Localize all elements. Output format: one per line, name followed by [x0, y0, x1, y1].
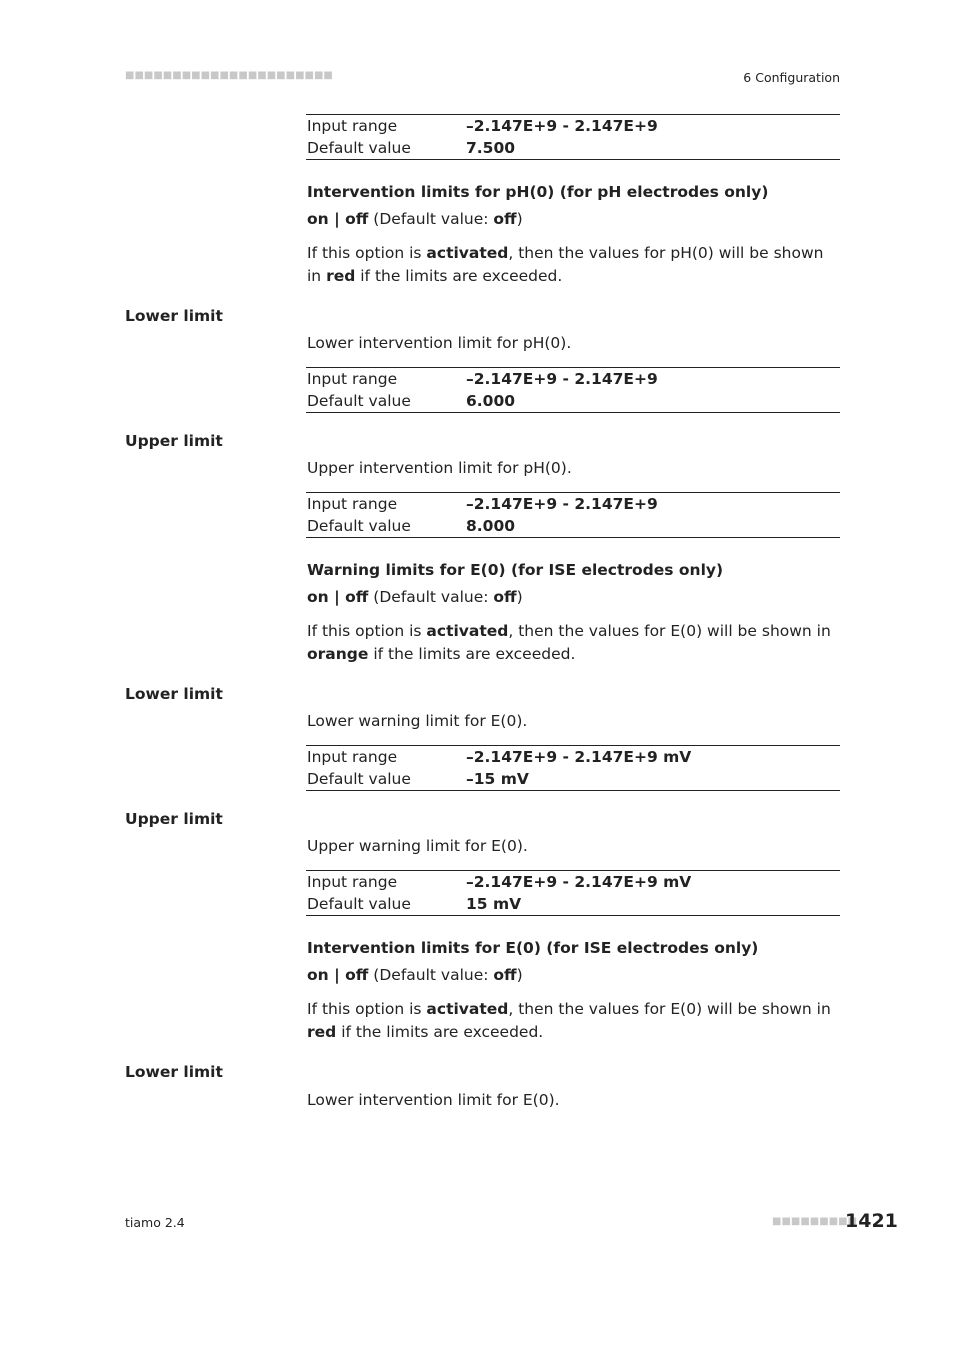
section-heading: Intervention limits for E(0) (for ISE electrodes only) — [307, 939, 759, 957]
description-paragraph: If this option is activated, then the values for E(0) will be shown in red if the limits are exceeded. — [307, 1000, 831, 1041]
param-table: Input range –2.147E+9 - 2.147E+9 mV Default value –15 mV — [306, 745, 840, 791]
description-paragraph: If this option is activated, then the values for E(0) will be shown in orange if the limits are exceeded. — [307, 622, 831, 663]
table-key: Input range — [307, 117, 398, 135]
param-description: Upper intervention limit for pH(0). — [307, 459, 572, 477]
table-key: Default value — [307, 139, 411, 157]
table-value: –2.147E+9 - 2.147E+9 — [466, 117, 658, 135]
param-description: Upper warning limit for E(0). — [307, 837, 528, 855]
param-label: Lower limit — [125, 1063, 223, 1081]
param-label: Lower limit — [125, 307, 223, 325]
product-name: tiamo 2.4 — [125, 1215, 185, 1230]
footer-decoration: ■■■■■■■■■ — [772, 1216, 858, 1227]
param-table: Input range –2.147E+9 - 2.147E+9 Default value 8.000 — [306, 492, 840, 538]
table-value: 7.500 — [466, 139, 516, 157]
param-description: Lower intervention limit for E(0). — [307, 1091, 560, 1109]
param-table — [306, 114, 840, 160]
param-table: Input range –2.147E+9 - 2.147E+9 mV Default value 15 mV — [306, 870, 840, 916]
param-description: Lower warning limit for E(0). — [307, 712, 528, 730]
chapter-title: 6 Configuration — [743, 70, 840, 85]
option-values: on | off (Default value: off) — [307, 210, 523, 228]
param-description: Lower intervention limit for pH(0). — [307, 334, 572, 352]
section-heading: Intervention limits for pH(0) (for pH electrodes only) — [307, 183, 769, 201]
param-table: Input range –2.147E+9 - 2.147E+9 Default value 6.000 — [306, 367, 840, 413]
param-label: Upper limit — [125, 432, 223, 450]
header-decoration: ■■■■■■■■■■■■■■■■■■■■■■ — [125, 70, 333, 81]
param-label: Upper limit — [125, 810, 223, 828]
description-paragraph: If this option is activated, then the values for pH(0) will be shown in red if the limits are exceeded. — [307, 244, 824, 285]
page-number: 1421 — [845, 1210, 898, 1232]
section-heading: Warning limits for E(0) (for ISE electrodes only) — [307, 561, 724, 579]
option-values: on | off (Default value: off) — [307, 588, 523, 606]
param-label: Lower limit — [125, 685, 223, 703]
option-values: on | off (Default value: off) — [307, 966, 523, 984]
